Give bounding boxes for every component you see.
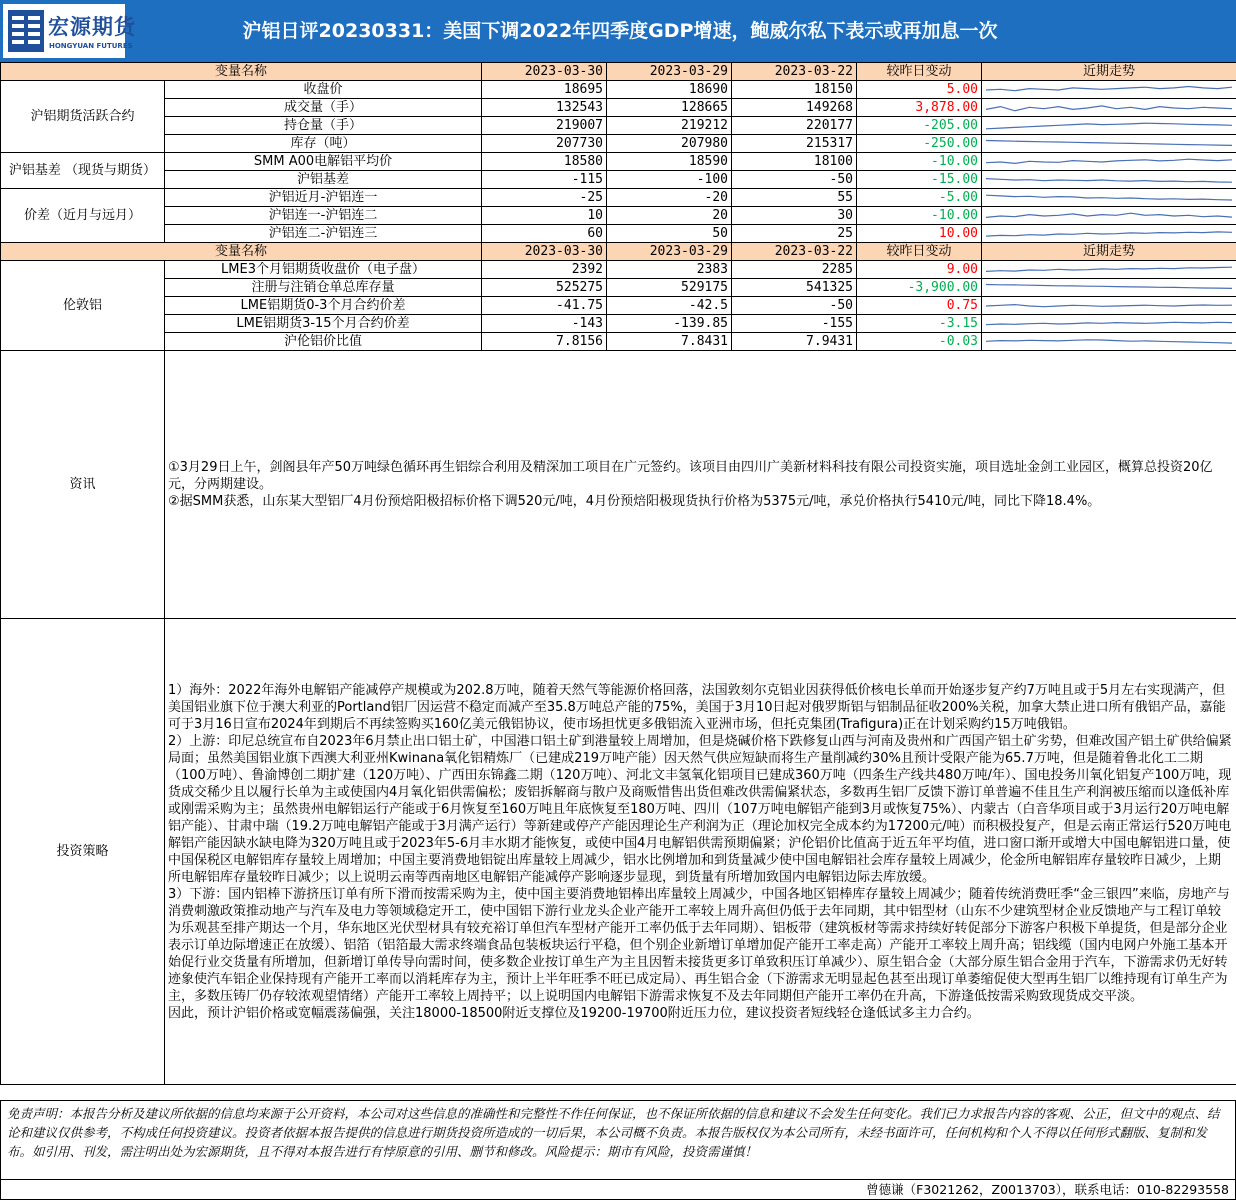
news-paragraph: ①3月29日上午，剑阁县年产50万吨绿色循环再生铝综合利用及精深加工项目在广元签约。该项目由四川广美新材料科技有限公司投资实施，项目选址金剑工业园区，概算总投资20亿元，分两期建设。 [168, 460, 1213, 492]
sparkline-chart [982, 262, 1236, 278]
value-2023-03-22: 220177 [732, 117, 857, 135]
row-group-label: 沪铝基差 （现货与期货） [1, 153, 165, 189]
column-header-trend: 近期走势 [982, 63, 1236, 81]
sparkline-chart [982, 100, 1236, 116]
sparkline-chart [982, 280, 1236, 296]
value-2023-03-30: 219007 [482, 117, 607, 135]
news-row [1, 351, 1236, 619]
daily-change: 3,878.00 [857, 99, 982, 117]
sparkline-series [986, 267, 1232, 271]
trend-sparkline [982, 135, 1236, 153]
trend-sparkline [982, 333, 1236, 351]
trend-sparkline [982, 225, 1236, 243]
column-header-date-3: 2023-03-22 [732, 243, 857, 261]
row-group-label: 伦敦铝 [1, 261, 165, 351]
strategy-paragraph: 1）海外：2022年海外电解铝产能减停产规模或为202.8万吨，随着天然气等能源价格回落，法国敦刻尔克铝业因获得低价核电长单而开始逐步复产约7万吨且或于5月左右实现满产，但美国铝业旗下位于澳大利亚的Portland铝厂因运营不稳定而减产至35.8万吨总产能的75%，美国于3月10日起对俄罗斯铝与铝制品征收200%关税，加拿大禁止进口所有俄铝产品，嘉能可于3月16日宣布2024年到期后不再续签购买160亿美元俄铝协议，使市场担忧更多俄铝流入亚洲市场，但托克集团(Trafigura)正在计划采购约15万吨俄铝。 [168, 682, 1226, 732]
value-2023-03-22: 30 [732, 207, 857, 225]
news-paragraph: ②据SMM获悉，山东某大型铝厂4月份预焙阳极招标价格下调520元/吨，4月份预焙阳极现货执行价格为5375元/吨，承兑价格执行5410元/吨，同比下降18.4%。 [168, 494, 1101, 509]
row-group-label: 价差（近月与远月） [1, 189, 165, 243]
daily-change: -3,900.00 [857, 279, 982, 297]
value-2023-03-22: 2285 [732, 261, 857, 279]
sparkline-series [986, 339, 1232, 342]
value-2023-03-30: 2392 [482, 261, 607, 279]
column-header-change: 较昨日变动 [857, 63, 982, 81]
column-header-trend: 近期走势 [982, 243, 1236, 261]
value-2023-03-29: 20 [607, 207, 732, 225]
value-2023-03-29: -42.5 [607, 297, 732, 315]
hongyuan-logo-icon [8, 10, 44, 52]
variable-name: LME3个月铝期货收盘价（电子盘） [165, 261, 482, 279]
data-row [1, 315, 1236, 333]
news-content [165, 351, 1236, 619]
daily-change: 5.00 [857, 81, 982, 99]
value-2023-03-22: 541325 [732, 279, 857, 297]
variable-name: LME铝期货3-15个月合约价差 [165, 315, 482, 333]
data-row [1, 117, 1236, 135]
section2-header-row [1, 243, 1236, 261]
value-2023-03-30: 18695 [482, 81, 607, 99]
sparkline-chart [982, 226, 1236, 242]
trend-sparkline [982, 297, 1236, 315]
sparkline-series [986, 105, 1232, 110]
data-row [1, 153, 1236, 171]
strategy-row [1, 619, 1236, 1085]
sparkline-chart [982, 190, 1236, 206]
variable-name: 收盘价 [165, 81, 482, 99]
news-label: 资讯 [1, 351, 165, 619]
column-header-date-2: 2023-03-29 [607, 243, 732, 261]
value-2023-03-30: -41.75 [482, 297, 607, 315]
variable-name: 成交量（手） [165, 99, 482, 117]
value-2023-03-22: 18100 [732, 153, 857, 171]
sparkline-series [986, 86, 1232, 90]
daily-change: -205.00 [857, 117, 982, 135]
analyst-contact: 曾德谦（F3021262，Z0013703），联系电话：010-82293558 [0, 1180, 1236, 1200]
sparkline-series [986, 178, 1232, 182]
data-row [1, 333, 1236, 351]
variable-name: 注册与注销仓单总库存量 [165, 279, 482, 297]
value-2023-03-30: 132543 [482, 99, 607, 117]
data-row [1, 261, 1236, 279]
strategy-content [165, 619, 1236, 1085]
variable-name: 沪铝基差 [165, 171, 482, 189]
column-header-change: 较昨日变动 [857, 243, 982, 261]
value-2023-03-29: 219212 [607, 117, 732, 135]
variable-name: 沪铝连一-沪铝连二 [165, 207, 482, 225]
value-2023-03-22: -50 [732, 297, 857, 315]
column-header-variable: 变量名称 [1, 63, 482, 81]
trend-sparkline [982, 279, 1236, 297]
data-row [1, 189, 1236, 207]
daily-change: -0.03 [857, 333, 982, 351]
variable-name: 沪铝连二-沪铝连三 [165, 225, 482, 243]
variable-name: 库存（吨） [165, 135, 482, 153]
value-2023-03-30: 525275 [482, 279, 607, 297]
trend-sparkline [982, 171, 1236, 189]
daily-change: -5.00 [857, 189, 982, 207]
sparkline-chart [982, 316, 1236, 332]
trend-sparkline [982, 117, 1236, 135]
value-2023-03-30: 7.8156 [482, 333, 607, 351]
value-2023-03-29: 7.8431 [607, 333, 732, 351]
value-2023-03-29: 207980 [607, 135, 732, 153]
value-2023-03-29: 18690 [607, 81, 732, 99]
value-2023-03-22: -50 [732, 171, 857, 189]
data-row [1, 225, 1236, 243]
variable-name: LME铝期货0-3个月合约价差 [165, 297, 482, 315]
trend-sparkline [982, 261, 1236, 279]
sparkline-chart [982, 154, 1236, 170]
daily-change: 0.75 [857, 297, 982, 315]
sparkline-chart [982, 82, 1236, 98]
variable-name: 沪伦铝价比值 [165, 333, 482, 351]
value-2023-03-29: -139.85 [607, 315, 732, 333]
variable-name: 沪铝近月-沪铝连一 [165, 189, 482, 207]
column-header-date-1: 2023-03-30 [482, 243, 607, 261]
strategy-paragraph: 因此，预计沪铝价格或宽幅震荡偏强，关注18000-18500附近支撑位及19200-19700附近压力位，建议投资者短线轻仓逢低试多主力合约。 [168, 1005, 980, 1021]
daily-change: -10.00 [857, 153, 982, 171]
sparkline-chart [982, 298, 1236, 314]
value-2023-03-22: 215317 [732, 135, 857, 153]
report-header [0, 0, 1236, 62]
trend-sparkline [982, 153, 1236, 171]
column-header-date-3: 2023-03-22 [732, 63, 857, 81]
data-row [1, 297, 1236, 315]
value-2023-03-30: 18580 [482, 153, 607, 171]
value-2023-03-22: 25 [732, 225, 857, 243]
value-2023-03-22: 18150 [732, 81, 857, 99]
variable-name: SMM A00电解铝平均价 [165, 153, 482, 171]
sparkline-series [986, 284, 1232, 288]
daily-change: -15.00 [857, 171, 982, 189]
trend-sparkline [982, 315, 1236, 333]
sparkline-chart [982, 172, 1236, 188]
data-row [1, 81, 1236, 99]
value-2023-03-30: 207730 [482, 135, 607, 153]
sparkline-series [986, 195, 1232, 200]
sparkline-series [986, 123, 1232, 129]
value-2023-03-22: 149268 [732, 99, 857, 117]
value-2023-03-30: -25 [482, 189, 607, 207]
value-2023-03-29: -20 [607, 189, 732, 207]
trend-sparkline [982, 207, 1236, 225]
sparkline-chart [982, 334, 1236, 350]
strategy-paragraph: 2）上游：印尼总统宣布自2023年6月禁止出口铝土矿，中国港口铝土矿到港量较上周增加，但是烧碱价格下跌修复山西与河南及贵州和广西国产铝土矿劣势，但难改国产铝土矿供给偏紧局面；虽然美国铝业旗下西澳大利亚州Kwinana氧化铝精炼厂（已建成219万吨产能）因天然气供应短缺而将生产量削减约30%且预计受限产能为65.7万吨，但是随着鲁北化工二期（100万吨）、鲁渝博创二期扩建（120万吨）、广西田东锦鑫二期（120万吨）、河北文丰氢氧化铝项目已建成360万吨（四条生产线共480万吨/年）、国电投务川氧化铝复产100万吨，现货成交稀少且以履行长单为主或使国内4月氧化铝供需偏松；废铝拆解商与散户及商贩惜售出货但难改供需偏紧状态，多数再生铝厂反馈下游订单普遍不佳且生产利润被压缩而以逢低补库或刚需采购为主；虽然贵州电解铝运行产能或于6月恢复至160万吨且年底恢复至180万吨、四川（107万吨电解铝产能到3月或恢复75%）、内蒙古（白音华项目或于3月运行20万吨电解铝产能）、甘肃中瑞（19.2万吨电解铝产能或于3月满产运行）等新建或停产产能因理论生产利润为正（理论加权完全成本约为17200元/吨）而积极投复产，但是云南正常运行520万吨电解铝产能因缺水缺电降为320万吨且或于2023年5-6月丰水期才能恢复，或使中国4月电解铝供需预期偏紧；沪伦铝价比值高于近五年平均值，进口窗口渐开或增大中国电解铝进口量，使中国保税区电解铝库存量较上周增加；中国主要消费地铝锭出库量较上周减少，铝水比例增加和到货量减少使中国电解铝社会库存量较上周减少，伦金所电解铝库存量较昨日减少，上期所电解铝库存量较昨日减少；以上说明云南等西南地区电解铝产能减停产影响逐步显现，到货量有所增加致国内电解铝边际去库放缓。 [168, 733, 1232, 885]
value-2023-03-29: 529175 [607, 279, 732, 297]
sparkline-chart [982, 136, 1236, 152]
sparkline-series [986, 231, 1232, 235]
value-2023-03-22: 55 [732, 189, 857, 207]
daily-change: -250.00 [857, 135, 982, 153]
sparkline-series [986, 213, 1232, 217]
data-table [0, 62, 1236, 1085]
logo-chinese-name: 宏源期货 [48, 15, 136, 39]
value-2023-03-22: 7.9431 [732, 333, 857, 351]
sparkline-series [986, 159, 1232, 163]
report-title: 沪铝日评20230331：美国下调2022年四季度GDP增速，鲍威尔私下表示或再加息一次 [242, 20, 998, 42]
daily-change: 10.00 [857, 225, 982, 243]
trend-sparkline [982, 189, 1236, 207]
value-2023-03-30: -143 [482, 315, 607, 333]
sparkline-chart [982, 118, 1236, 134]
strategy-paragraph: 3）下游：国内铝棒下游挤压订单有所下滑而按需采购为主，使中国主要消费地铝棒出库量较上周减少，中国各地区铝棒库存量较上周减少；随着传统消费旺季“金三银四”来临，房地产与消费刺激政策推动地产与汽车及电力等领域稳定开工，使中国铝下游行业龙头企业产能开工率较上周升高但仍低于去年同期，其中铝型材（山东不少建筑型材企业反馈地产与工程订单较为乐观甚至排产期达一个月，华东地区光伏型材具有较充裕订单但汽车型材产能开工率仍低于去年同期）、铝板带（建筑板材等需求持续好转促部分下游客户积极下单提货，但是部分企业表示订单边际增速正在放缓）、铝箔（铝箔最大需求终端食品包装板块运行平稳，但个别企业新增订单增加促产能开工率走高）产能开工率较上周升高；铝线缆（国内电网户外施工基本开始促行业交货量有所增加，但新增订单传导向需时间，使多数企业按订单生产为主且因暂未接货更多订单致积压订单减少）、原生铝合金（大部分原生铝合金用于汽车，下游需求仍无好转迹象使汽车铝企业保持现有产能开工率而以消耗库存为主，预计上半年旺季不旺已成定局）、再生铝合金（下游需求无明显起色甚至出现订单萎缩促使大型再生铝厂以维持现有订单生产为主，多数压铸厂仍存较浓观望情绪）产能开工率较上周持平；以上说明国内电解铝下游需求恢复不及去年同期但产能开工率仍在升高，下游逢低按需采购致现货成交平淡。 [168, 886, 1230, 1004]
data-row [1, 207, 1236, 225]
strategy-label: 投资策略 [1, 619, 165, 1085]
value-2023-03-29: -100 [607, 171, 732, 189]
value-2023-03-29: 50 [607, 225, 732, 243]
company-logo [2, 3, 136, 59]
sparkline-chart [982, 208, 1236, 224]
value-2023-03-30: -115 [482, 171, 607, 189]
disclaimer: 免责声明：本报告分析及建议所依据的信息均来源于公开资料，本公司对这些信息的准确性和完整性不作任何保证，也不保证所依据的信息和建议不会发生任何变化。我们已力求报告内容的客观、公正，但文中的观点、结论和建议仅供参考，不构成任何投资建议。投资者依据本报告提供的信息进行期货投资所造成的一切后果，本公司概不负责。本报告版权仅为本公司所有，未经书面许可，任何机构和个人不得以任何形式翻版、复制和发布。如引用、刊发，需注明出处为宏源期货，且不得对本报告进行有悖原意的引用、删节和修改。风险提示：期市有风险，投资需谨慎！ [0, 1100, 1236, 1180]
sparkline-series [986, 304, 1232, 306]
variable-name: 持仓量（手） [165, 117, 482, 135]
data-row [1, 279, 1236, 297]
value-2023-03-29: 128665 [607, 99, 732, 117]
daily-change: 9.00 [857, 261, 982, 279]
data-row [1, 99, 1236, 117]
section1-header-row [1, 63, 1236, 81]
row-group-label: 沪铝期货活跃合约 [1, 81, 165, 153]
value-2023-03-29: 2383 [607, 261, 732, 279]
value-2023-03-30: 10 [482, 207, 607, 225]
sparkline-series [986, 140, 1232, 145]
value-2023-03-30: 60 [482, 225, 607, 243]
trend-sparkline [982, 81, 1236, 99]
value-2023-03-29: 18590 [607, 153, 732, 171]
column-header-date-2: 2023-03-29 [607, 63, 732, 81]
column-header-variable: 变量名称 [1, 243, 482, 261]
trend-sparkline [982, 99, 1236, 117]
daily-change: -10.00 [857, 207, 982, 225]
daily-change: -3.15 [857, 315, 982, 333]
column-header-date-1: 2023-03-30 [482, 63, 607, 81]
sparkline-series [986, 322, 1232, 324]
data-row [1, 135, 1236, 153]
value-2023-03-22: -155 [732, 315, 857, 333]
data-row [1, 171, 1236, 189]
logo-english-name: HONGYUAN FUTURES [49, 42, 133, 50]
